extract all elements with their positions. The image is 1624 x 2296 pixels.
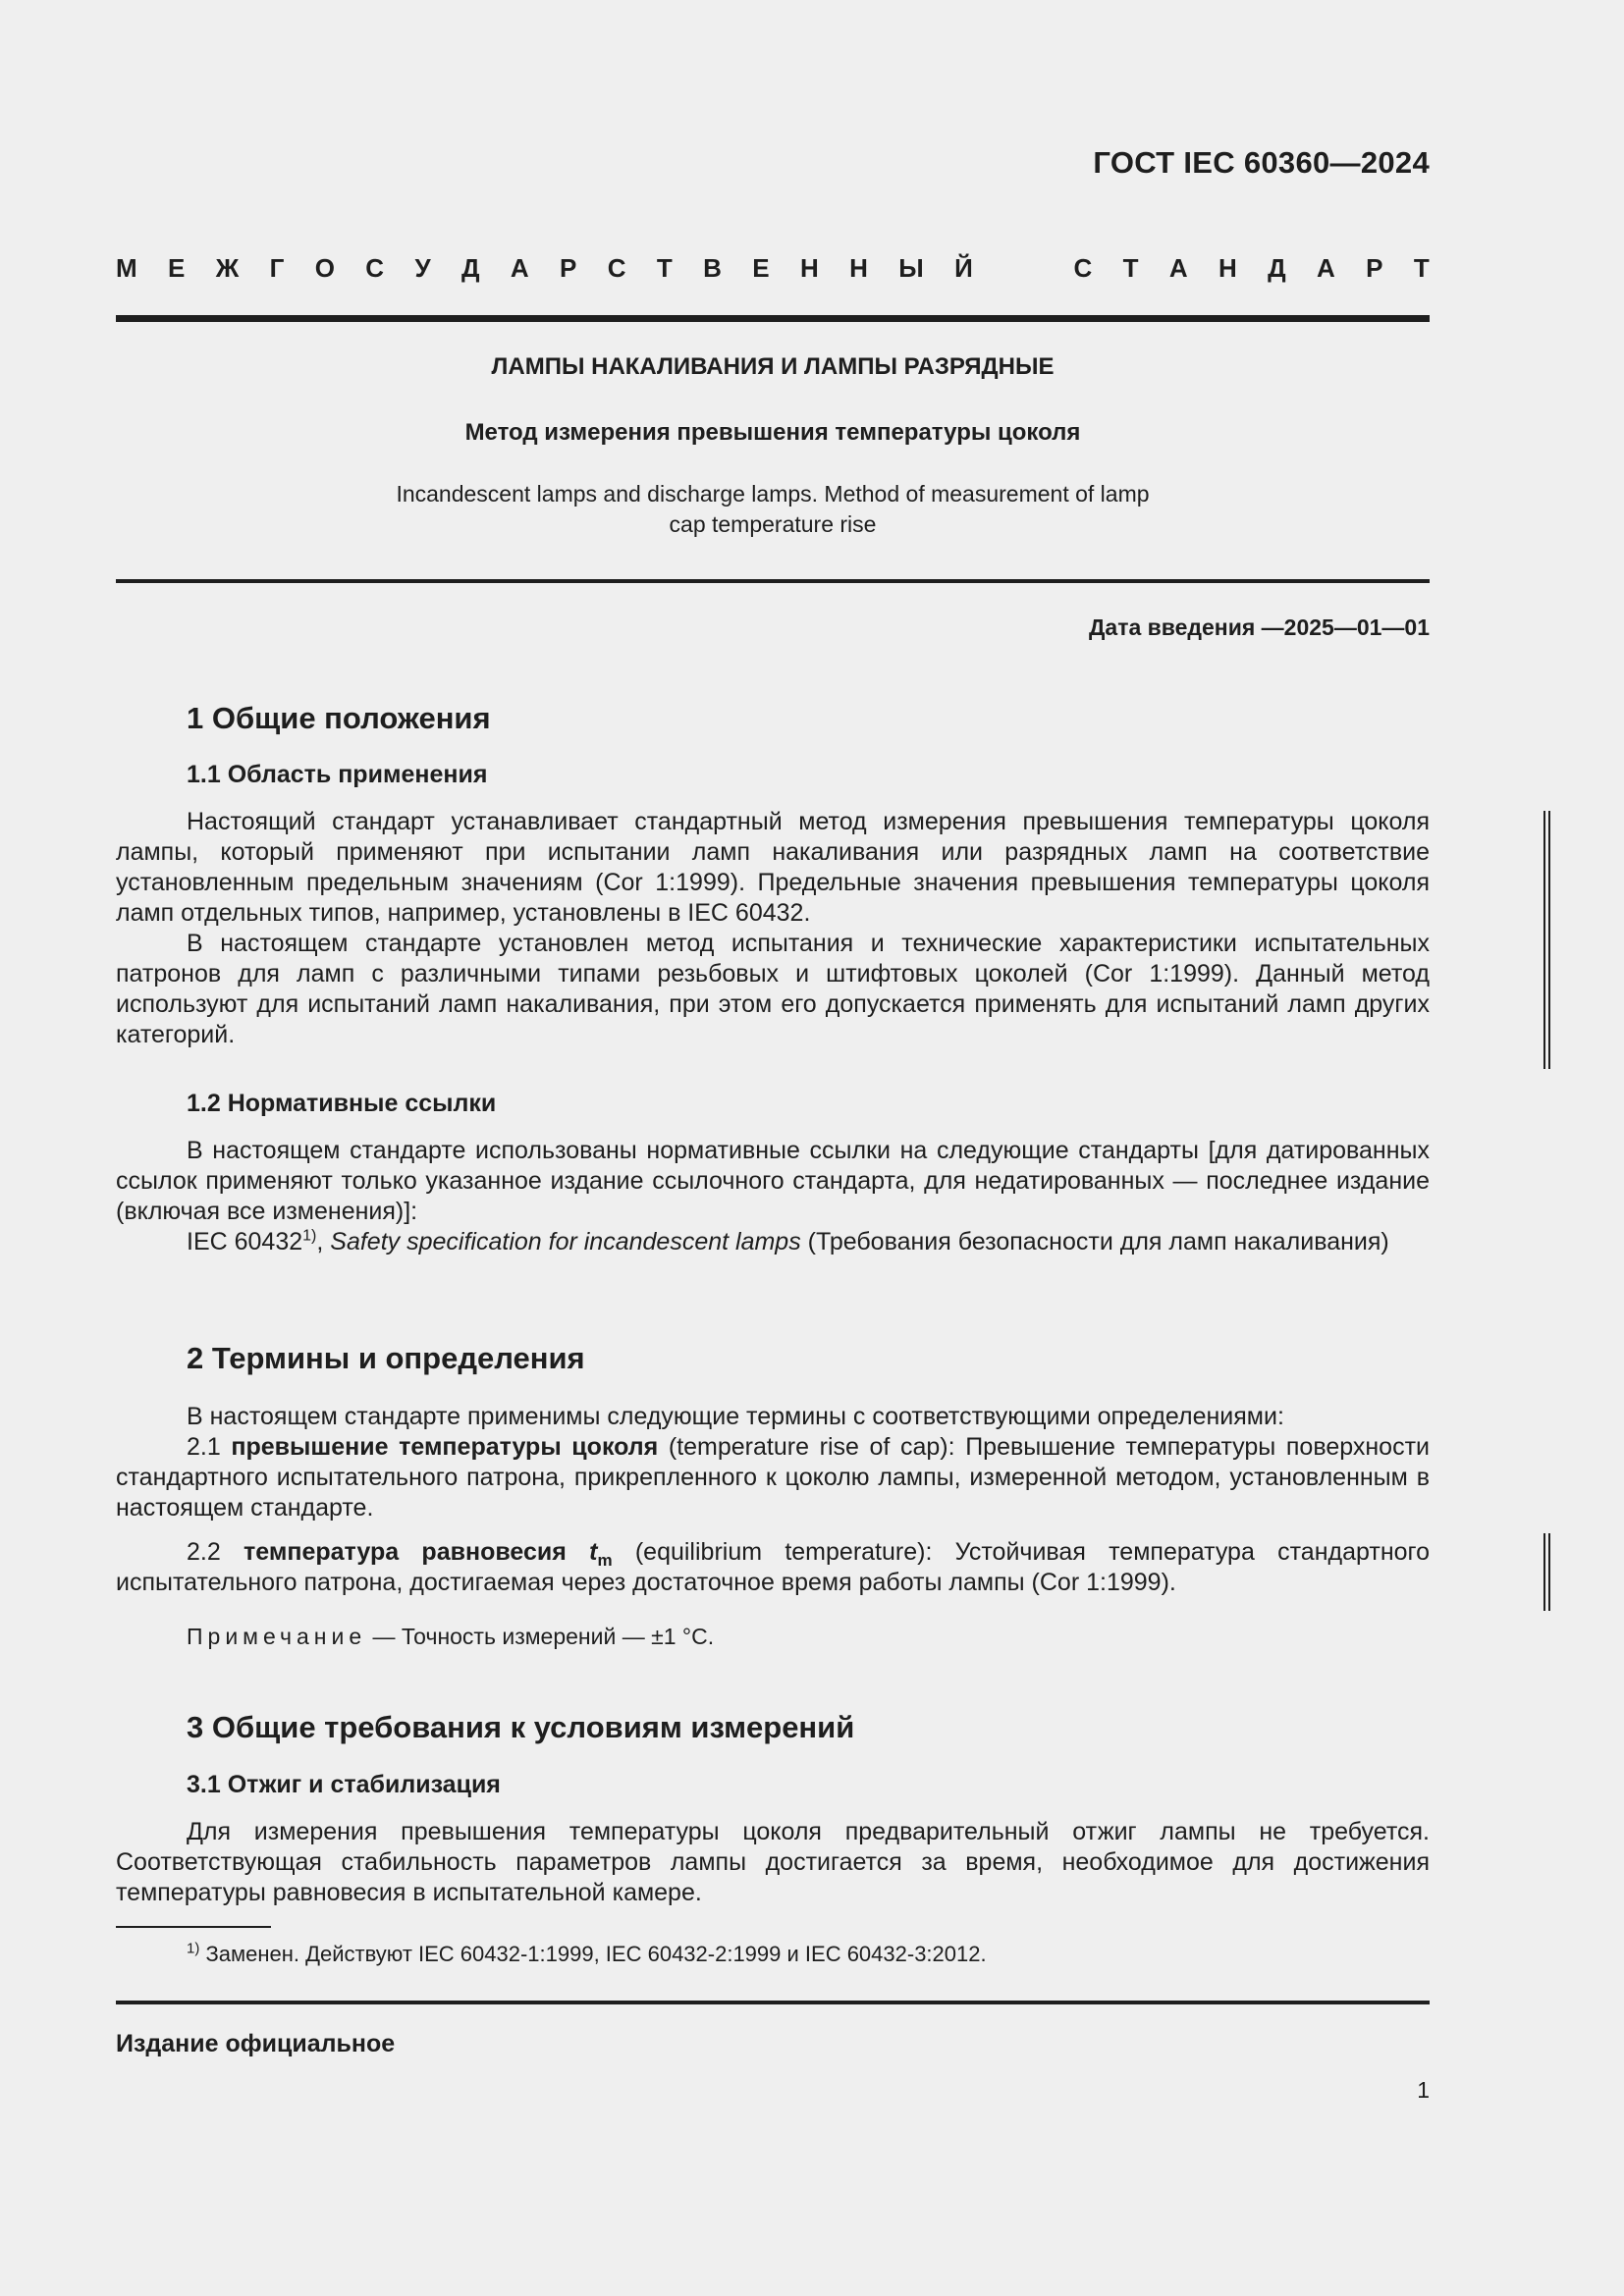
document-page [116,0,1430,2296]
banner-word-1-letter: Е [168,253,186,283]
official-edition-label: Издание официальное [116,2030,396,2057]
note [187,1624,714,1650]
header-rule [116,315,1430,322]
document-code: ГОСТ IEC 60360—2024 [1093,145,1430,180]
footnote-rule [116,1926,271,1928]
banner-word-1-letter: Т [656,253,673,283]
banner-word-2-letter: Т [1413,253,1430,283]
section-2-intro: В настоящем стандарте применимы следующие термины с соответствующими определениями: [187,1403,1284,1430]
term-2-1 [116,1432,1430,1523]
section-3-1-paragraph: Для измерения превышения температуры цоколя предварительный отжиг лампы не требуется. Соответствующая стабильность параметров лампы достигается за время, необходимое для достижения температуры равновесия в испытательной камере. [116,1818,1430,1906]
banner-word-1-letter: Р [560,253,577,283]
reference-code: IEC 60432 [187,1228,303,1255]
term-definition: (temperature rise of cap): Превышение температуры поверхности стандартного испытательного патрона, прикрепленного к цоколю лампы, измеренной методом, установленным в настоящем стандарте. [116,1433,1430,1522]
section-2-heading: 2 Термины и определения [187,1341,585,1375]
section-1-2-heading: 1.2 Нормативные ссылки [187,1090,497,1117]
reference-title: Safety specification for incandescent lamps [330,1228,801,1255]
banner-word-1-letter: Н [849,253,868,283]
change-bar [1543,811,1545,1069]
note-label: Примечание [187,1624,367,1649]
banner-word-2-letter: Т [1122,253,1139,283]
title-rule [116,579,1430,583]
banner-word-1-letter: Ы [898,253,924,283]
banner-word-1-letter: Е [752,253,770,283]
banner-word-1-letter: Н [799,253,819,283]
change-bar [1543,1533,1545,1611]
banner-word-2-letter: Н [1218,253,1237,283]
footnote [187,1942,987,1967]
term-symbol: t [589,1538,598,1566]
section-1-heading: 1 Общие положения [187,701,491,735]
section-1-2-paragraph: В настоящем стандарте использованы нормативные ссылки на следующие стандарты [для датированных ссылок применяют только указанное издание ссылочного стандарта, для недатированных — последнее издание (включая все изменения)]: [116,1137,1430,1225]
banner-word-1-letter: Й [954,253,973,283]
banner-word-gap [1003,253,1043,284]
section-3-heading: 3 Общие требования к условиям измерений [187,1710,855,1744]
change-bar [1548,1533,1550,1611]
term-symbol-subscript: m [597,1551,613,1570]
section-3-1-heading: 3.1 Отжиг и стабилизация [187,1771,501,1798]
banner-word-1-letter: О [314,253,335,283]
banner-word-1-letter: У [414,253,431,283]
reference-translation: (Требования безопасности для ламп накаливания) [800,1228,1389,1255]
banner-word-2-letter: Р [1366,253,1383,283]
footer-rule [116,2001,1430,2004]
banner-word-1-letter: А [510,253,529,283]
banner-word-1-letter: Д [460,253,480,283]
banner-word-2-letter: Д [1268,253,1286,283]
page-number: 1 [1417,2077,1430,2103]
section-1-1-heading: 1.1 Область применения [187,761,488,788]
banner-word-1-letter: С [365,253,385,283]
english-title-line-2: cap temperature rise [669,511,877,537]
footnote-mark: 1) [187,1940,200,1957]
term-definition: (equilibrium temperature): Устойчивая температура стандартного испытательного патрона, достигаемая через достаточное время работы лампы (Cor 1:1999). [116,1538,1430,1596]
term-2-2 [116,1537,1430,1598]
english-title-line-1: Incandescent lamps and discharge lamps. Method of measurement of lamp [396,481,1150,507]
term-number: 2.1 [187,1433,232,1461]
normative-reference [116,1227,1430,1257]
term-name: температура равновесия [244,1538,590,1566]
banner-word-1-letter: В [703,253,722,283]
document-title: ЛАМПЫ НАКАЛИВАНИЯ И ЛАМПЫ РАЗРЯДНЫЕ [491,353,1055,380]
english-title [116,479,1430,540]
term-number: 2.2 [187,1538,244,1566]
footnote-text: Заменен. Действуют IEC 60432-1:1999, IEC 60432-2:1999 и IEC 60432-3:2012. [199,1942,987,1966]
section-1-1-paragraph-1: Настоящий стандарт устанавливает стандартный метод измерения превышения температуры цоколя лампы, который применяют при испытании ламп накаливания или разрядных ламп на соответствие установленным предельным значениям (Cor 1:1999). Предельные значения превышения температуры цоколя ламп отдельных типов, например, установлены в IEC 60432. [116,808,1430,927]
banner-word-2-letter: А [1168,253,1188,283]
banner-word-1-letter: С [607,253,626,283]
banner-word-2-letter: А [1317,253,1335,283]
banner-word-1-letter: Г [269,253,285,283]
banner-word-1-letter: М [116,253,137,283]
term-name: превышение температуры цоколя [231,1433,659,1461]
note-text: — Точность измерений — ±1 °C. [366,1624,715,1649]
banner-word-2-letter: С [1073,253,1093,283]
banner-word-1-letter: Ж [215,253,240,283]
introduction-date: Дата введения —2025—01—01 [1089,614,1430,640]
change-bar [1548,811,1550,1069]
document-subtitle: Метод измерения превышения температуры цоколя [464,419,1081,446]
section-1-1-paragraph-2: В настоящем стандарте установлен метод испытания и технические характеристики испытательных патронов для ламп с различными типами резьбовых и штифтовых цоколей (Cor 1:1999). Данный метод используют для испытаний ламп накаливания, при этом его допускается применять для испытаний ламп других категорий. [116,930,1430,1048]
footnote-mark: 1) [302,1227,317,1245]
standard-type-banner [116,253,1430,284]
reference-separator: , [316,1228,331,1255]
